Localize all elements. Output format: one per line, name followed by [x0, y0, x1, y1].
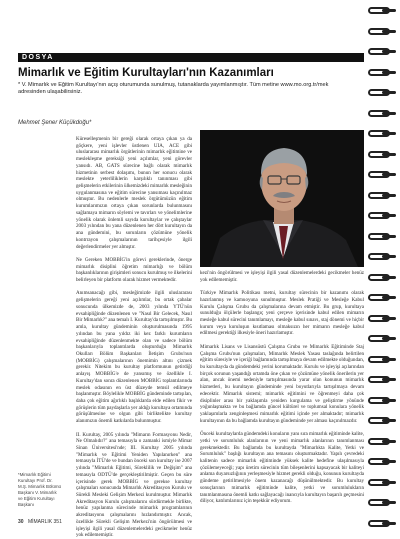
coil-wire [382, 30, 396, 33]
binder-coil [368, 457, 396, 466]
binder-margin [366, 0, 400, 536]
binder-coil [368, 396, 396, 405]
coil-wire [382, 91, 396, 94]
coil-wire [382, 522, 396, 525]
binder-coil [368, 88, 396, 97]
page-number: 30 [18, 519, 24, 525]
binder-coil [368, 314, 396, 323]
binder-coil [368, 334, 396, 343]
article-lead: * V. Mimarlık ve Eğitim Kurultayı'nın açış oturumunda sunulmuş, tutanaklarda yayımlanmıştır. Tüm metine www.mo.org.tr/mek adresinden ulaşabilirsiniz. [18, 82, 329, 96]
binder-coil [368, 437, 396, 446]
coil-wire [382, 317, 396, 320]
binder-coil [368, 416, 396, 425]
binder-coil [368, 170, 396, 179]
binder-coil [368, 375, 396, 384]
coil-wire [382, 255, 396, 258]
article-title: Mimarlık ve Eğitim Kurultayları'nın Kazanımları [18, 67, 274, 79]
coil-wire [382, 501, 396, 504]
coil-wire [382, 460, 396, 463]
binder-coil [368, 150, 396, 159]
section-label: DOSYA [22, 54, 54, 61]
coil-wire [382, 153, 396, 156]
coil-wire [382, 132, 396, 135]
binder-coil [368, 273, 396, 282]
coil-wire [382, 194, 396, 197]
coil-wire [382, 71, 396, 74]
page-footer [18, 519, 62, 525]
coil-wire [382, 235, 396, 238]
binder-coil [368, 232, 396, 241]
coil-wire [382, 296, 396, 299]
coil-wire [382, 9, 396, 12]
binder-coil [368, 68, 396, 77]
paragraph: Anımsanacağı gibi, mesleğimizde ilgili uluslararası gelişmelerin gereği yeni açılımlar, bu ortak çabalar sonucunda ülkemizde de, 2003 yılında YTÜ'nün evsahipliğinde düzenlenen ve "Nasıl Bir Gelecek, Nasıl Bir Mimarlık?" ana temalı I. Kurultay'da tartışılmıştır. Bu amla, kurultay gündeminin oluşturulmasında 1995 yılından bu yana yıldız iki kez farklı kurumların evsahipliğinde düzenlenmekte olan ve sadece bölüm başkanlarıyla toplantılarda oluşturduğu Mimarlık Okulları Bölüm Başkanları İletişim Grubu'nun (MOBBİG) çalışmalarının önemimin altını çizmek gerekir. Nitekim bu kurultay platformunun getirdiği anlayış MOBBİG'e de yansımış ve özellikle I. Kurultay'dan sonra düzenlenen MOBBİG toplantılarında meslek odasının en üst düzeyde temsil edilmeye başlanmıştır. Böylelikle MOBBİG gündeminde tartışılan, daha çok eğitim ağırlıklı başlıklarda elde edilen fikir ve görüşlerin tüm paydaşlarla yer aldığı kurultaya ortamında görüşülmesine ve olgun gibi birliktelikte kurultay alanımızın önemli katkılarda bulunmuştur. [76, 290, 192, 425]
binder-coil [368, 498, 396, 507]
paragraph: Ne Gereken MOBBİG'in görevi gereklerinde, önerge mimarlık disiplini öğretim mimarlığı ve bölüm başkanlıklarının girişimleri sonucu kurulmuş ve ilkelerini belirleyen bir platform olarak hizmet vermektedir. [76, 256, 192, 284]
binder-coil [368, 6, 396, 15]
binder-coil [368, 109, 396, 118]
paragraph: Mimarlık Lisans ve Lisansüstü Çalışma Grubu ve Mimarlık Eğitiminde Staj Çalışma Grubu'nun çalışmaları, Mimarlık Meslek Yasası taslağında belirtilen eğitim süresiyle ve içeriği bağlamında tartışılmaya devam edilmekte olduğundan, bu kurultayda da gündemdeki yerini korumaktadır. Kurulu ve işleyişi açılarından birçok sorunun yaşandığı ortamda öne çıkan ve çözümüne yönelik önerilerin yer alan, ancak önemi nedeniyle tartışılmasında yarar olan konunun mimarlık hizmetleri, bu kurultayın gündeminde yeni boyutlarıyla tartışılmaya devam edecektir. Mimarlık sistemi; mimarlık eğitimini ve öğrenmeyi daha çok disiplinler arası bir yaklaşımla yeniden kurgulama ve geliştirme yönünde yoğunlaşmakta ve bu bağlamda güncel kültürel ve toplumsal konulara yönelik yaklaşımlarla zenginleşmesi mimarlık eğitimi içinde yer almaktadır; mimarlık kurultayının da bu bağlamda kurultayın gündeminde yer alması kaçınılmazdır. [200, 343, 364, 424]
binder-coil [368, 129, 396, 138]
paragraph: kezi'nin öngörülmesi ve işleyişi ilgili yasal düzenlemelerdeki gecikmeler henüz yok edilememiştir. [200, 270, 364, 283]
magazine-page [18, 8, 364, 539]
author-photo [200, 130, 364, 267]
binder-coil [368, 478, 396, 487]
portrait-illustration [200, 130, 364, 267]
article-column-2 [200, 270, 364, 516]
binder-coil [368, 293, 396, 302]
coil-wire [382, 419, 396, 422]
binder-coil [368, 519, 396, 528]
coil-wire [382, 358, 396, 361]
coil-wire [382, 440, 396, 443]
article-column-1 [76, 136, 192, 539]
coil-wire [382, 173, 396, 176]
section-bar [18, 53, 364, 62]
binder-coil [368, 252, 396, 261]
binder-coil [368, 355, 396, 364]
binder-coil [368, 211, 396, 220]
coil-wire [382, 399, 396, 402]
coil-wire [382, 481, 396, 484]
article-author: Mehmet Şener Küçükdoğu* [18, 120, 92, 126]
coil-wire [382, 50, 396, 53]
paragraph: II. Kurultay, 2005 yılında "Mimarın Formasyonu Nedir, Ne Olmalıdır?" ana temasıyla o zamanki ismiyle Mimar Sinan Üniversitesi'nde; III. Kurultay 2005 yılında "Mimarlık ve Eğitimi Yeniden Yapılanırken" ana temasıyla İTÜ'de ve bundan önceki son kurultay ise 2007 yılında "Mimarlık Eğitimi, Süreklilik ve Değişim" ana temasıyla ODTÜ'de gerçekleştirilmiştir. Geçen bu süre içerisinde gerek MOBBİG ve gerekse kurultay çalışmaları sonucunda Mimarlık Akreditasyon Kurulu ve Sürekli Mesleki Gelişim Merkezi kurulmuştur. Mimarlık Akreditasyon Kurulu çalışmalarını sürdürmekle birlikte, henüz yapılanma sürecinde mimarlık programlarının akreditasyonu çalışmalarını hızlandırmıştır. Ancak, özellikle Sürekli Gelişim Merkezi'nin öngörülmesi ve işleyişi ilgili yasal düzenlemelerdeki gecikmeler henüz yok edilememiştir. [76, 431, 192, 539]
binder-coil [368, 191, 396, 200]
binder-coil [368, 27, 396, 36]
paragraph: Küreselleşmenin bir gereği olarak ortaya çıkan ya da göçkere, yeni işlevler üstlenen UIA, ACE gibi uluslararası mimarlık örgütlerinin mimarlık eğitimine ve meslekleşme gereksiği yeni açılımlar, yeni görevler yansıdı. AB, GATS sürecine bağlı olarak mimarlık hizmetinin serbest dolaşımı, bunun her sonucu olarak meslekte yeterliliklerin karşılıklı tanınması gibi gelişmelerin etkilerinin ülkemizdeki mimarlık mesleğinin uygulanmasına ve eğitim sürecine yansıması kaçınılmaz olmuştur. Bu nedenlerle meslek örgütümüzün eğitim kurumlarımızın ortaya çıkan sorunlarda bulunmasını sağlamaya mimarın söylemi ve tavırları ve yönelimlerine yönelik olarak önlemli sayıda kurultaylar ve çalıştaylar 2003 yılından bu yana düzenlenen her dört kurultayın da ana gündemini, bu sorunların çözümüne yönelik kontrrayon çalışmalarının tarihçesiyle ilgili değerlendirmeler yer almıştır. [76, 136, 192, 250]
binder-coil [368, 47, 396, 56]
coil-wire [382, 337, 396, 340]
author-note: *Mimarlık Eğitimi Kurultayı Prof. Dr. M.Ş. Mimarlık Bölümü Başkanı V. Mimarlık ve Eğitim Kurultayı Başkanı [18, 472, 61, 507]
coil-wire [382, 276, 396, 279]
paragraph: Türkiye Mimarlık Politikası metni, kurultay sürecinin bir kazanımı olarak hazırlanmış ve kamuoyuna sunulmuştur. Meslek Pratiği ve Mesleğe Kabul Kurulu Çalışma Grubu da çalışmalarına devam etmiştir. Bu grup, kurultaya sunulduğu ölçülerle başlangıç yeni çerçeve içerisinde kabul edilen mimarın mesleğe kabul sürecini tanımlamayı, mesleğe kabul sınavı, staj dönemi ve hiçbir kurum veya kuruluşun kısıtlaması olmaksızın her mimarın mesleğe kabul edilmesi gerektiği ilkesiyle öneri hazırlamıştır. [200, 290, 364, 337]
coil-wire [382, 112, 396, 115]
paragraph: Önceki kurultaylarda gündemdeki konuların yanı sıra mimarlık eğitiminde kalite, yetki ve sorumluluk alanlarının ve yeni mimarlık alanlarının tanımlanması gerekmektedir. Bu bağlamda bu kurultayda "Mimarlıkta Kalite, Yetki ve Sorumluluk" başlığı kurultayın ana temasını oluşturmaktadır. Yapılı çevredeki kalitenin sadece mimarlık eğitiminde yüksek kalite hedefine ulaşılmasıyla çözülemeyeceği; yapı üretim sürecinin tüm bileşenlerini kapsayacak bir kaliteyi anlama duyarsızlığının yerleşmesiyle hizmet gerekli olduğu, konunun kurultayda gündeme getirilmesiyle önem kazanacağı düşünülmektedir. Bu kurultay sonuçlarının mimarlık eğitiminde kalite, yetki ve sorumlulukların tanımlanmasına önemli katkı sağlayacağı inancıyla kurultayın başarılı geçmesini diliyor, katılımlarınız için teşekkür ediyorum. [200, 431, 364, 505]
coil-wire [382, 214, 396, 217]
coil-wire [382, 378, 396, 381]
magazine-name: MİMARLIK 351 [27, 519, 62, 525]
